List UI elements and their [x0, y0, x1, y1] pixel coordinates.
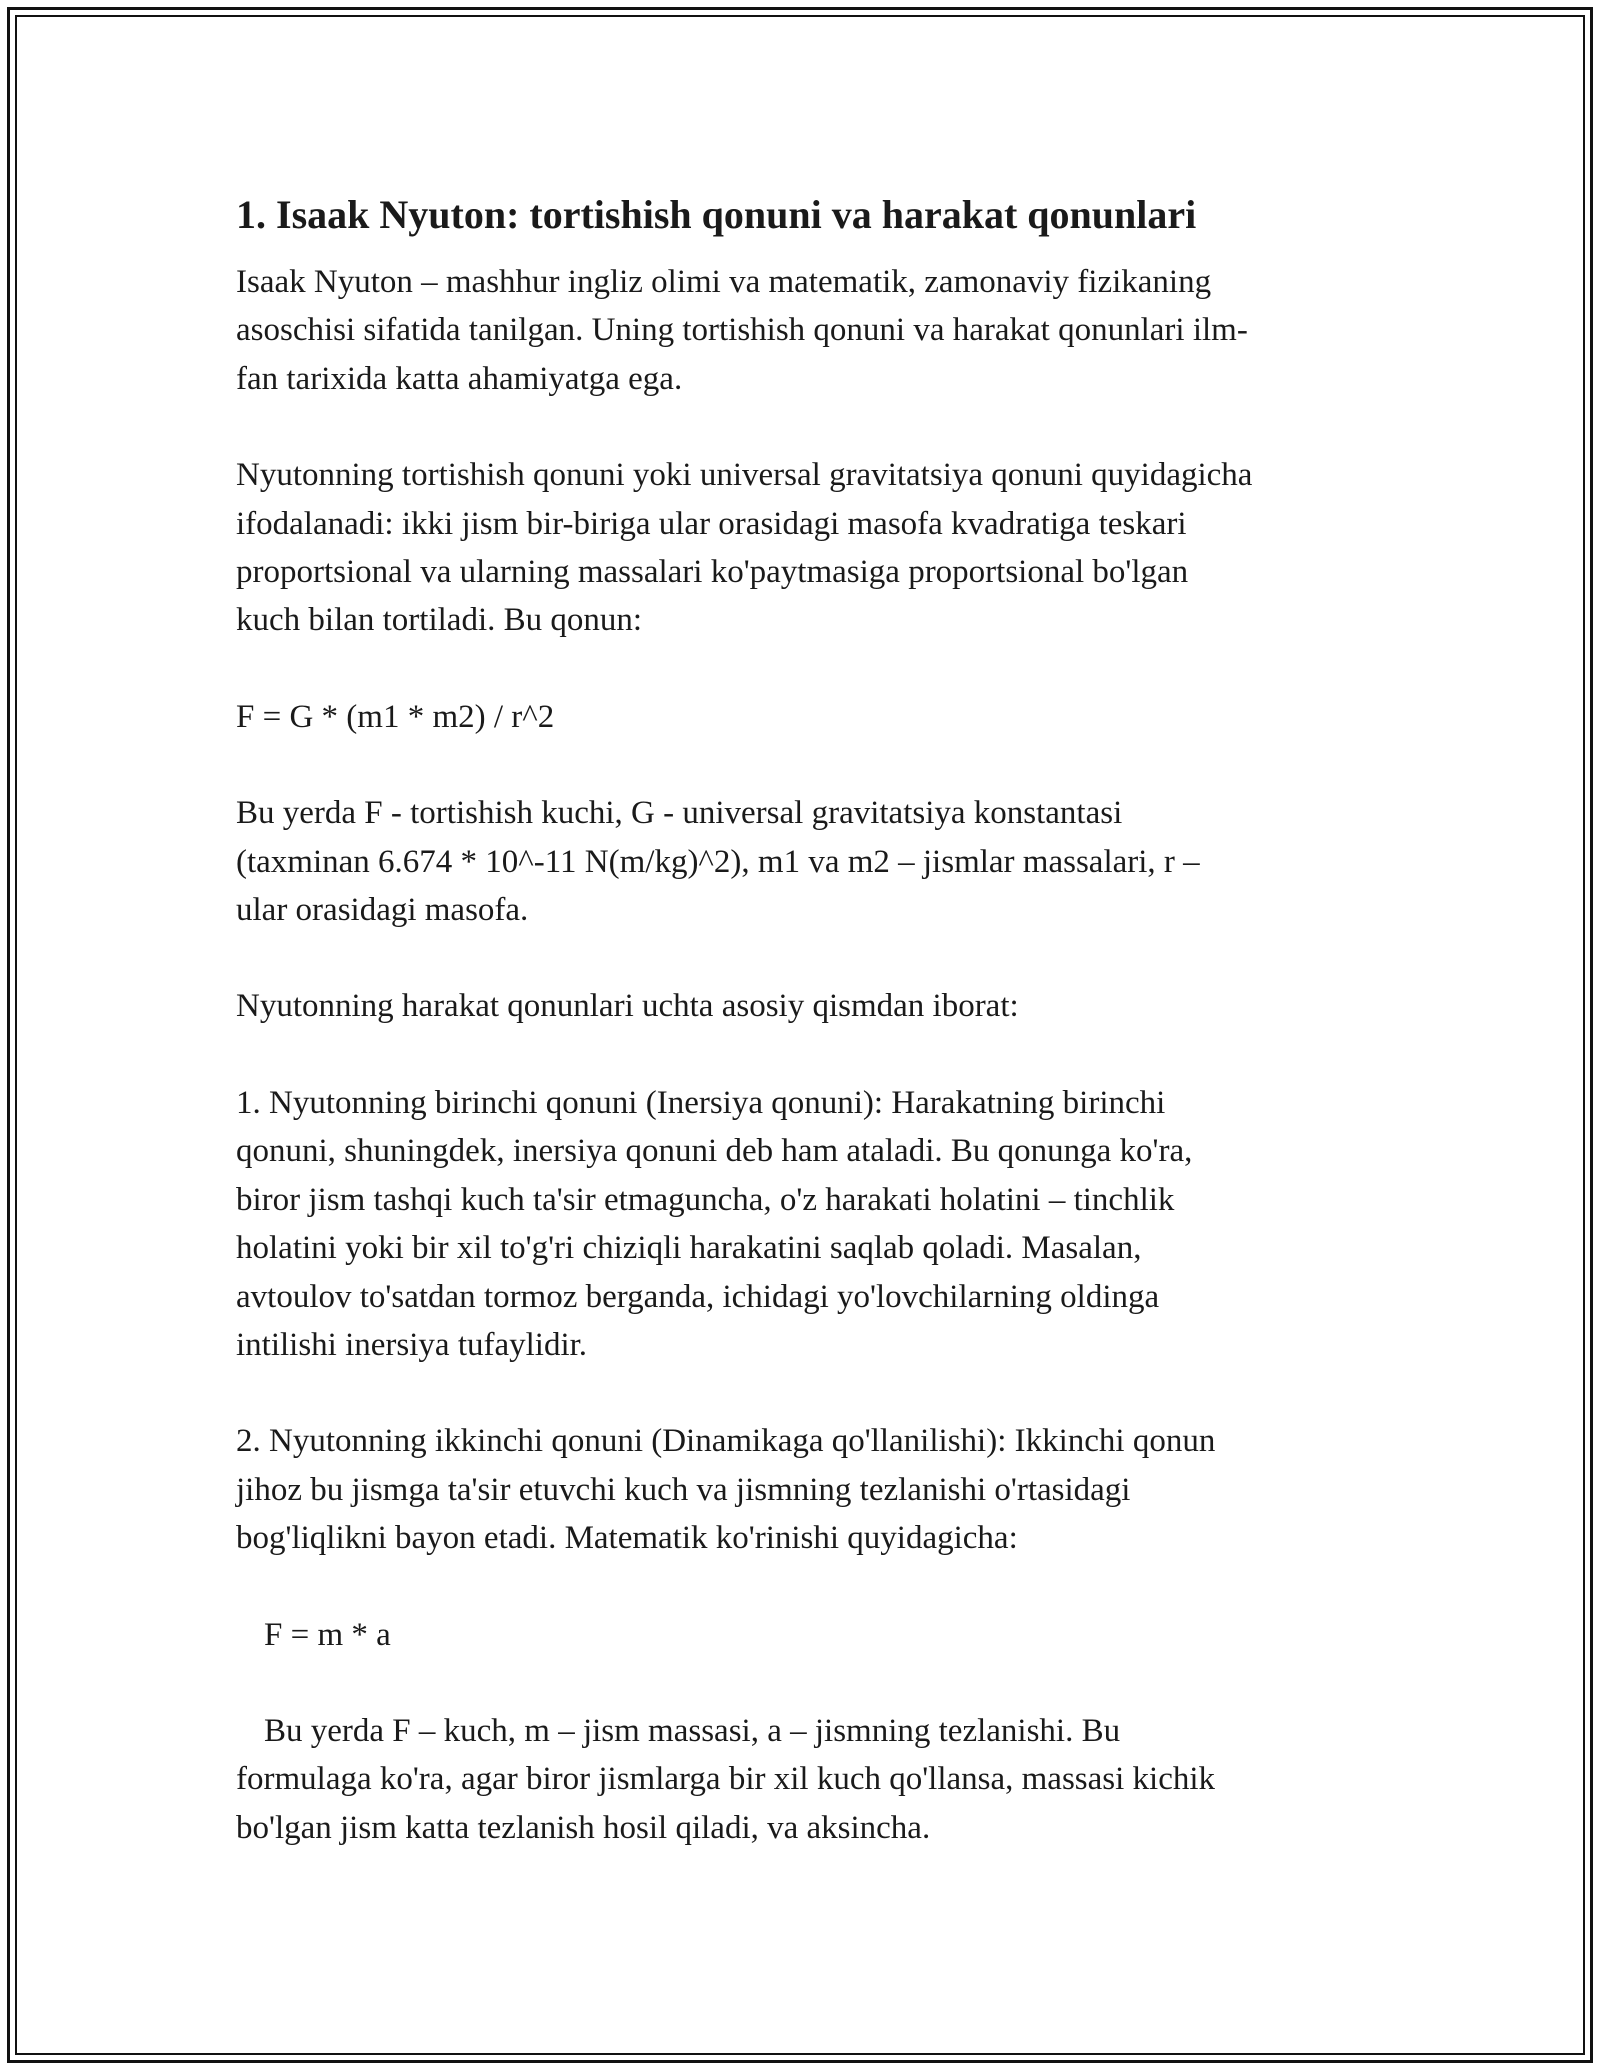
document-body [236, 190, 1386, 1900]
list-item-first-law: 1. Nyutonning birinchi qonuni (Inersiya qonuni): Harakatning birinchi qonuni, shuningdek, inersiya qonuni deb ham ataladi. Bu qonunga ko'ra, biror jism tashqi kuch ta'sir etmaguncha, o'z harakati holatini – tinchlik holatini yoki bir xil to'g'ri chiziqli harakatini saqlab qoladi. Masalan, avtoulov to'satdan tormoz berganda, ichidagi yo'lovchilarning oldinga intilishi inersiya tufaylidir. [236, 1084, 1193, 1363]
document-title: 1. Isaak Nyuton: tortishish qonuni va harakat qonunlari [236, 192, 1197, 237]
paragraph-second-law-explanation: Bu yerda F – kuch, m – jism massasi, a – jismning tezlanishi. Bu formulaga ko'ra, agar biror jismlarga bir xil kuch qo'llansa, massasi kichik bo'lgan jism katta tezlanish hosil qiladi, va aksincha. [236, 1712, 1216, 1846]
paragraph-intro: Isaak Nyuton – mashhur ingliz olimi va matematik, zamonaviy fizikaning asoschisi sifatida tanilgan. Uning tortishish qonuni va harakat qonunlari ilm- fan tarixida katta ahamiyatga ega. [236, 264, 1248, 397]
formula-second-law: F = m * a [264, 1616, 391, 1653]
formula-gravitation: F = G * (m1 * m2) / r^2 [236, 698, 555, 735]
paragraph-formula-explanation: Bu yerda F - tortishish kuchi, G - universal gravitatsiya konstantasi (taxminan 6.674 * 10^-11 N(m/kg)^2), m1 va m2 – jismlar massalari, r – ular orasidagi masofa. [236, 795, 1200, 929]
list-item-second-law: 2. Nyutonning ikkinchi qonuni (Dinamikaga qo'llanilishi): Ikkinchi qonun jihoz bu jismga ta'sir etuvchi kuch va jismning tezlanishi o'rtasidagi bog'liqlikni bayon etadi. Matematik ko'rinishi quyidagicha: [236, 1423, 1216, 1557]
paragraph-motion-laws-intro: Nyutonning harakat qonunlari uchta asosiy qismdan iborat: [236, 988, 1019, 1025]
paragraph-gravitation-law: Nyutonning tortishish qonuni yoki universal gravitatsiya qonuni quyidagicha ifodalanadi: ikki jism bir-biriga ular orasidagi masofa kvadratiga teskari proportsional va ularning massalari ko'paytmasiga proportsional bo'lgan kuch bilan tortiladi. Bu qonun: [236, 457, 1253, 639]
